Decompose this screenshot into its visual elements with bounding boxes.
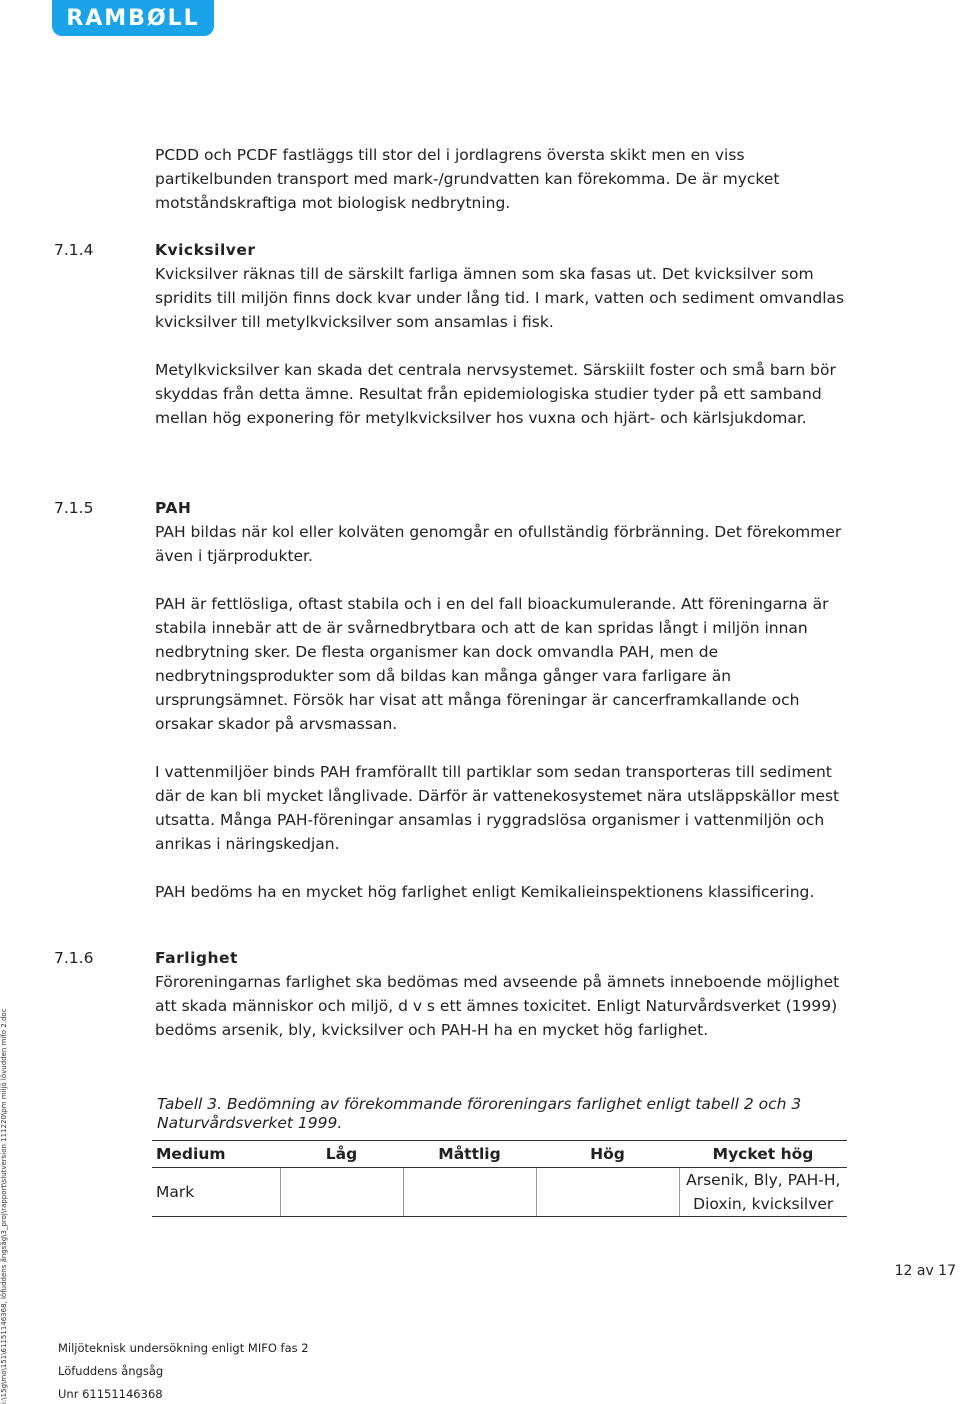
column-header: Hög [536, 1141, 679, 1168]
section-number: 7.1.5 [54, 499, 94, 517]
column-header: Mycket hög [679, 1141, 847, 1168]
section-paragraph: PAH är fettlösliga, oftast stabila och i en del fall bioackumulerande. Att föreningarna är stabila innebär att de är svårnedbrytbara och att de kan spridas långt i miljön innan nedbrytning sker. De flesta organismer kan dock omvandla PAH, men de nedbrytningsprodukter som då bildas kan många gånger vara farligare än ursprungsämnet. Försök har visat att många föreningar är cancerframkallande och orsakar skador på arvsmassan. [155, 595, 829, 733]
section-title: Kvicksilver [155, 241, 256, 259]
section-title: Farlighet [155, 949, 238, 967]
table-header-row [152, 1141, 847, 1168]
section-number: 7.1.4 [54, 241, 94, 259]
section-farlighet [155, 946, 855, 1042]
section-paragraph: PAH bildas när kol eller kolväten genomgår en ofullständig förbränning. Det förekommer även i tjärprodukter. [155, 523, 842, 565]
table-cell [536, 1168, 679, 1217]
footer-line: Löfuddens ångsåg [58, 1364, 164, 1378]
page-number: 12 av 17 [894, 1263, 956, 1279]
footer-line: Unr 61151146368 [58, 1387, 163, 1401]
section-pah [155, 496, 855, 904]
column-header: Medium [152, 1141, 280, 1168]
section-paragraph: PAH bedöms ha en mycket hög farlighet enligt Kemikalieinspektionens klassificering. [155, 883, 815, 901]
section-title: PAH [155, 499, 192, 517]
table-row [152, 1168, 847, 1217]
table-cell: Mark [152, 1168, 280, 1217]
column-header: Låg [280, 1141, 403, 1168]
section-number: 7.1.6 [54, 949, 94, 967]
logo-text: RAMBØLL [66, 5, 200, 31]
table-cell: Arsenik, Bly, PAH-H, Dioxin, kvicksilver [679, 1168, 847, 1217]
section-paragraph: Föroreningarnas farlighet ska bedömas med avseende på ämnets inneboende möjlighet att skada människor och miljö, d v s ett ämnes toxicitet. Enligt Naturvårdsverket (1999) bedöms arsenik, bly, kvicksilver och PAH-H ha en mycket hög farlighet. [155, 973, 840, 1039]
table-caption: Tabell 3. Bedömning av förekommande föroreningars farlighet enligt tabell 2 och 3 Naturvårdsverket 1999. [157, 1095, 802, 1132]
footer-line: Miljöteknisk undersökning enligt MIFO fas 2 [58, 1341, 309, 1355]
table-cell [280, 1168, 403, 1217]
column-header: Måttlig [403, 1141, 536, 1168]
section-paragraph: Metylkvicksilver kan skada det centrala nervsystemet. Särskiilt foster och små barn bör skyddas från detta ämne. Resultat från epidemiologiska studier tyder på ett samband mellan hög exponering för metylkvicksilver hos vuxna och hjärt- och kärlsjukdomar. [155, 361, 836, 427]
intro-paragraph: PCDD och PCDF fastläggs till stor del i jordlagrens översta skikt men en viss partikelbunden transport med mark-/grundvatten kan förekomma. De är mycket motståndskraftiga mot biologisk nedbrytning. [155, 146, 780, 212]
file-path-sidebar: i:\15g\mo\151\61151146368, löfuddens ångsåg\3_proj\rapport\slutversion 111220\pm miljö lövudden mifo 2.doc [0, 1008, 8, 1404]
hazard-table [152, 1140, 847, 1217]
section-paragraph: Kvicksilver räknas till de särskilt farliga ämnen som ska fasas ut. Det kvicksilver som spridits till miljön finns dock kvar under lång tid. I mark, vatten och sediment omvandlas kvicksilver till metylkvicksilver som ansamlas i fisk. [155, 265, 845, 331]
section-kvicksilver [155, 238, 855, 430]
section-paragraph: I vattenmiljöer binds PAH framförallt till partiklar som sedan transporteras till sediment där de kan bli mycket långlivade. Därför är vattenekosystemet nära utsläppskällor mest utsatta. Många PAH-föreningar ansamlas i ryggradslösa organismer i vattenmiljön och anrikas i näringskedjan. [155, 763, 840, 853]
table-cell [403, 1168, 536, 1217]
rambøll-logo [52, 0, 214, 36]
